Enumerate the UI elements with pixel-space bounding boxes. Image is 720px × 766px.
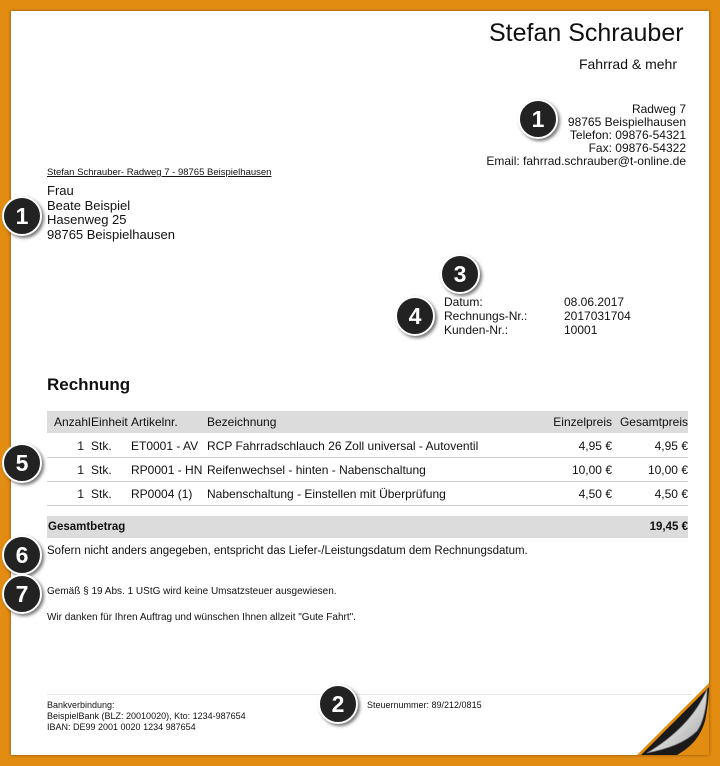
recipient-city: 98765 Beispielhausen xyxy=(47,226,175,242)
total-row xyxy=(47,516,688,538)
company-tagline: Fahrrad & mehr xyxy=(578,56,677,72)
recipient-street: Hasenweg 25 xyxy=(47,212,127,227)
number-badge: 6 xyxy=(2,535,42,575)
cell-quantity: 1 xyxy=(77,486,84,501)
total-label: Gesamtbetrag xyxy=(48,521,126,533)
bank-iban: IBAN: DE99 2001 0020 1234 987654 xyxy=(47,722,196,732)
cell-article: RP0001 - HN xyxy=(131,462,203,477)
sender-phone: Telefon: 09876-54321 xyxy=(569,128,686,142)
number-badge: 5 xyxy=(2,443,42,483)
bank-account: BeispielBank (BLZ: 20010020), Kto: 1234-987654 xyxy=(47,711,246,721)
date-value: 08.06.2017 xyxy=(564,295,625,309)
cell-unit-price: 4,50 € xyxy=(578,486,612,501)
cell-quantity: 1 xyxy=(77,438,84,453)
cell-article: RP0004 (1) xyxy=(131,486,193,501)
header-total-price: Gesamtpreis xyxy=(619,415,688,429)
footer-divider xyxy=(47,694,692,695)
header-article: Artikelnr. xyxy=(131,415,178,429)
delivery-date-note: Sofern nicht anders angegeben, entspricht das Liefer-/Leistungsdatum dem Rechnungsdatum. xyxy=(47,545,528,557)
table-row xyxy=(47,434,688,458)
number-badge: 1 xyxy=(518,99,558,139)
meta-customer-row xyxy=(444,323,631,337)
table-row xyxy=(47,458,688,482)
cell-unit-price: 10,00 € xyxy=(571,462,612,477)
meta-date-row xyxy=(444,295,631,309)
total-value: 19,45 € xyxy=(649,521,688,533)
recipient-salutation: Frau xyxy=(47,183,74,198)
cell-unit: Stk. xyxy=(91,462,112,477)
invoice-number-value: 2017031704 xyxy=(564,309,631,323)
customer-number-value: 10001 xyxy=(564,323,598,337)
cell-total-price: 4,50 € xyxy=(654,486,688,501)
sender-street: Radweg 7 xyxy=(631,102,686,116)
cell-description: Nabenschaltung - Einstellen mit Überprüfung xyxy=(207,486,446,501)
header-unit-price: Einzelpreis xyxy=(553,415,612,429)
number-badge: 4 xyxy=(395,296,435,336)
sender-fax: Fax: 09876-54322 xyxy=(588,141,686,155)
line-items-table xyxy=(47,411,688,506)
cell-description: Reifenwechsel - hinten - Nabenschaltung xyxy=(207,462,426,477)
meta-invoice-row xyxy=(444,309,631,323)
cell-total-price: 10,00 € xyxy=(647,462,688,477)
cell-article: ET0001 - AV xyxy=(131,438,199,453)
cell-unit-price: 4,95 € xyxy=(578,438,612,453)
cell-total-price: 4,95 € xyxy=(654,438,688,453)
invoice-number-label: Rechnungs-Nr.: xyxy=(444,309,528,323)
table-row xyxy=(47,482,688,506)
bank-label: Bankverbindung: xyxy=(47,700,115,710)
number-badge: 1 xyxy=(2,196,42,236)
header-quantity: Anzahl xyxy=(54,415,91,429)
table-header xyxy=(47,411,688,433)
number-badge: 2 xyxy=(318,684,358,724)
number-badge: 7 xyxy=(2,574,42,614)
tax-number: Steuernummer: 89/212/0815 xyxy=(367,700,482,710)
sender-email: Email: fahrrad.schrauber@t-online.de xyxy=(486,154,686,168)
number-badge: 3 xyxy=(440,254,480,294)
cell-quantity: 1 xyxy=(77,462,84,477)
invoice-meta xyxy=(444,295,631,337)
bank-details xyxy=(47,700,246,733)
cell-description: RCP Fahrradschlauch 26 Zoll universal - Autoventil xyxy=(207,438,479,453)
tax-exemption-note: Gemäß § 19 Abs. 1 UStG wird keine Umsatzsteuer ausgewiesen. xyxy=(47,586,337,597)
header-unit: Einheit xyxy=(91,415,128,429)
customer-number-label: Kunden-Nr.: xyxy=(444,323,509,337)
recipient-address xyxy=(47,184,175,242)
date-label: Datum: xyxy=(444,295,483,309)
sender-city: 98765 Beispielhausen xyxy=(567,115,686,129)
sender-address xyxy=(486,103,686,168)
page-curl-corner xyxy=(637,683,709,755)
thank-you-note: Wir danken für Ihren Auftrag und wünschen Ihnen allzeit "Gute Fahrt". xyxy=(47,612,356,623)
header-description: Bezeichnung xyxy=(207,415,277,429)
return-address-line: Stefan Schrauber- Radweg 7 - 98765 Beispielhausen xyxy=(47,167,272,178)
invoice-page xyxy=(11,11,709,755)
cell-unit: Stk. xyxy=(91,486,112,501)
cell-unit: Stk. xyxy=(91,438,112,453)
company-name: Stefan Schrauber xyxy=(489,19,684,47)
recipient-name: Beate Beispiel xyxy=(47,197,131,213)
document-title: Rechnung xyxy=(47,375,131,394)
